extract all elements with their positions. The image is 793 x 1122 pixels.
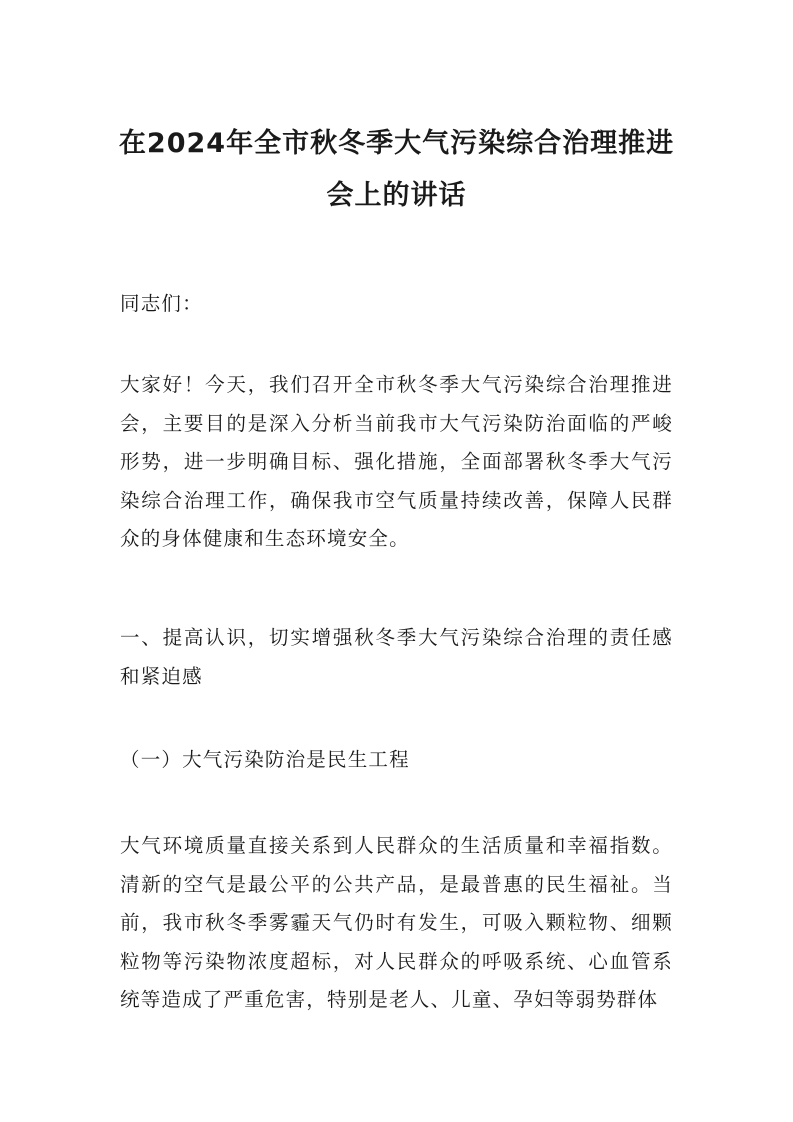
body-paragraph: 大气环境质量直接关系到人民群众的生活质量和幸福指数。清新的空气是最公平的公共产品，是最普惠的民生福祉。当前，我市秋冬季雾霾天气仍时有发生，可吸入颗粒物、细颗粒物等污染物浓度超标，对人民群众的呼吸系统、心血管系统等造成了严重危害，特别是老人、儿童、孕妇等弱势群体 [120,834,673,1011]
subsection-heading: （一）大气污染防治是民生工程 [120,748,410,771]
document-title: 在2024年全市秋冬季大气污染综合治理推进会上的讲话 [118,128,675,211]
section-heading: 一、提高认识，切实增强秋冬季大气污染综合治理的责任感和紧迫感 [120,626,673,688]
salutation: 同志们： [120,292,203,315]
intro-paragraph: 大家好！今天，我们召开全市秋冬季大气污染综合治理推进会，主要目的是深入分析当前我市大气污染防治面临的严峻形势，进一步明确目标、强化措施，全面部署秋冬季大气污染综合治理工作，确保我市空气质量持续改善，保障人民群众的身体健康和生态环境安全。 [120,373,673,550]
